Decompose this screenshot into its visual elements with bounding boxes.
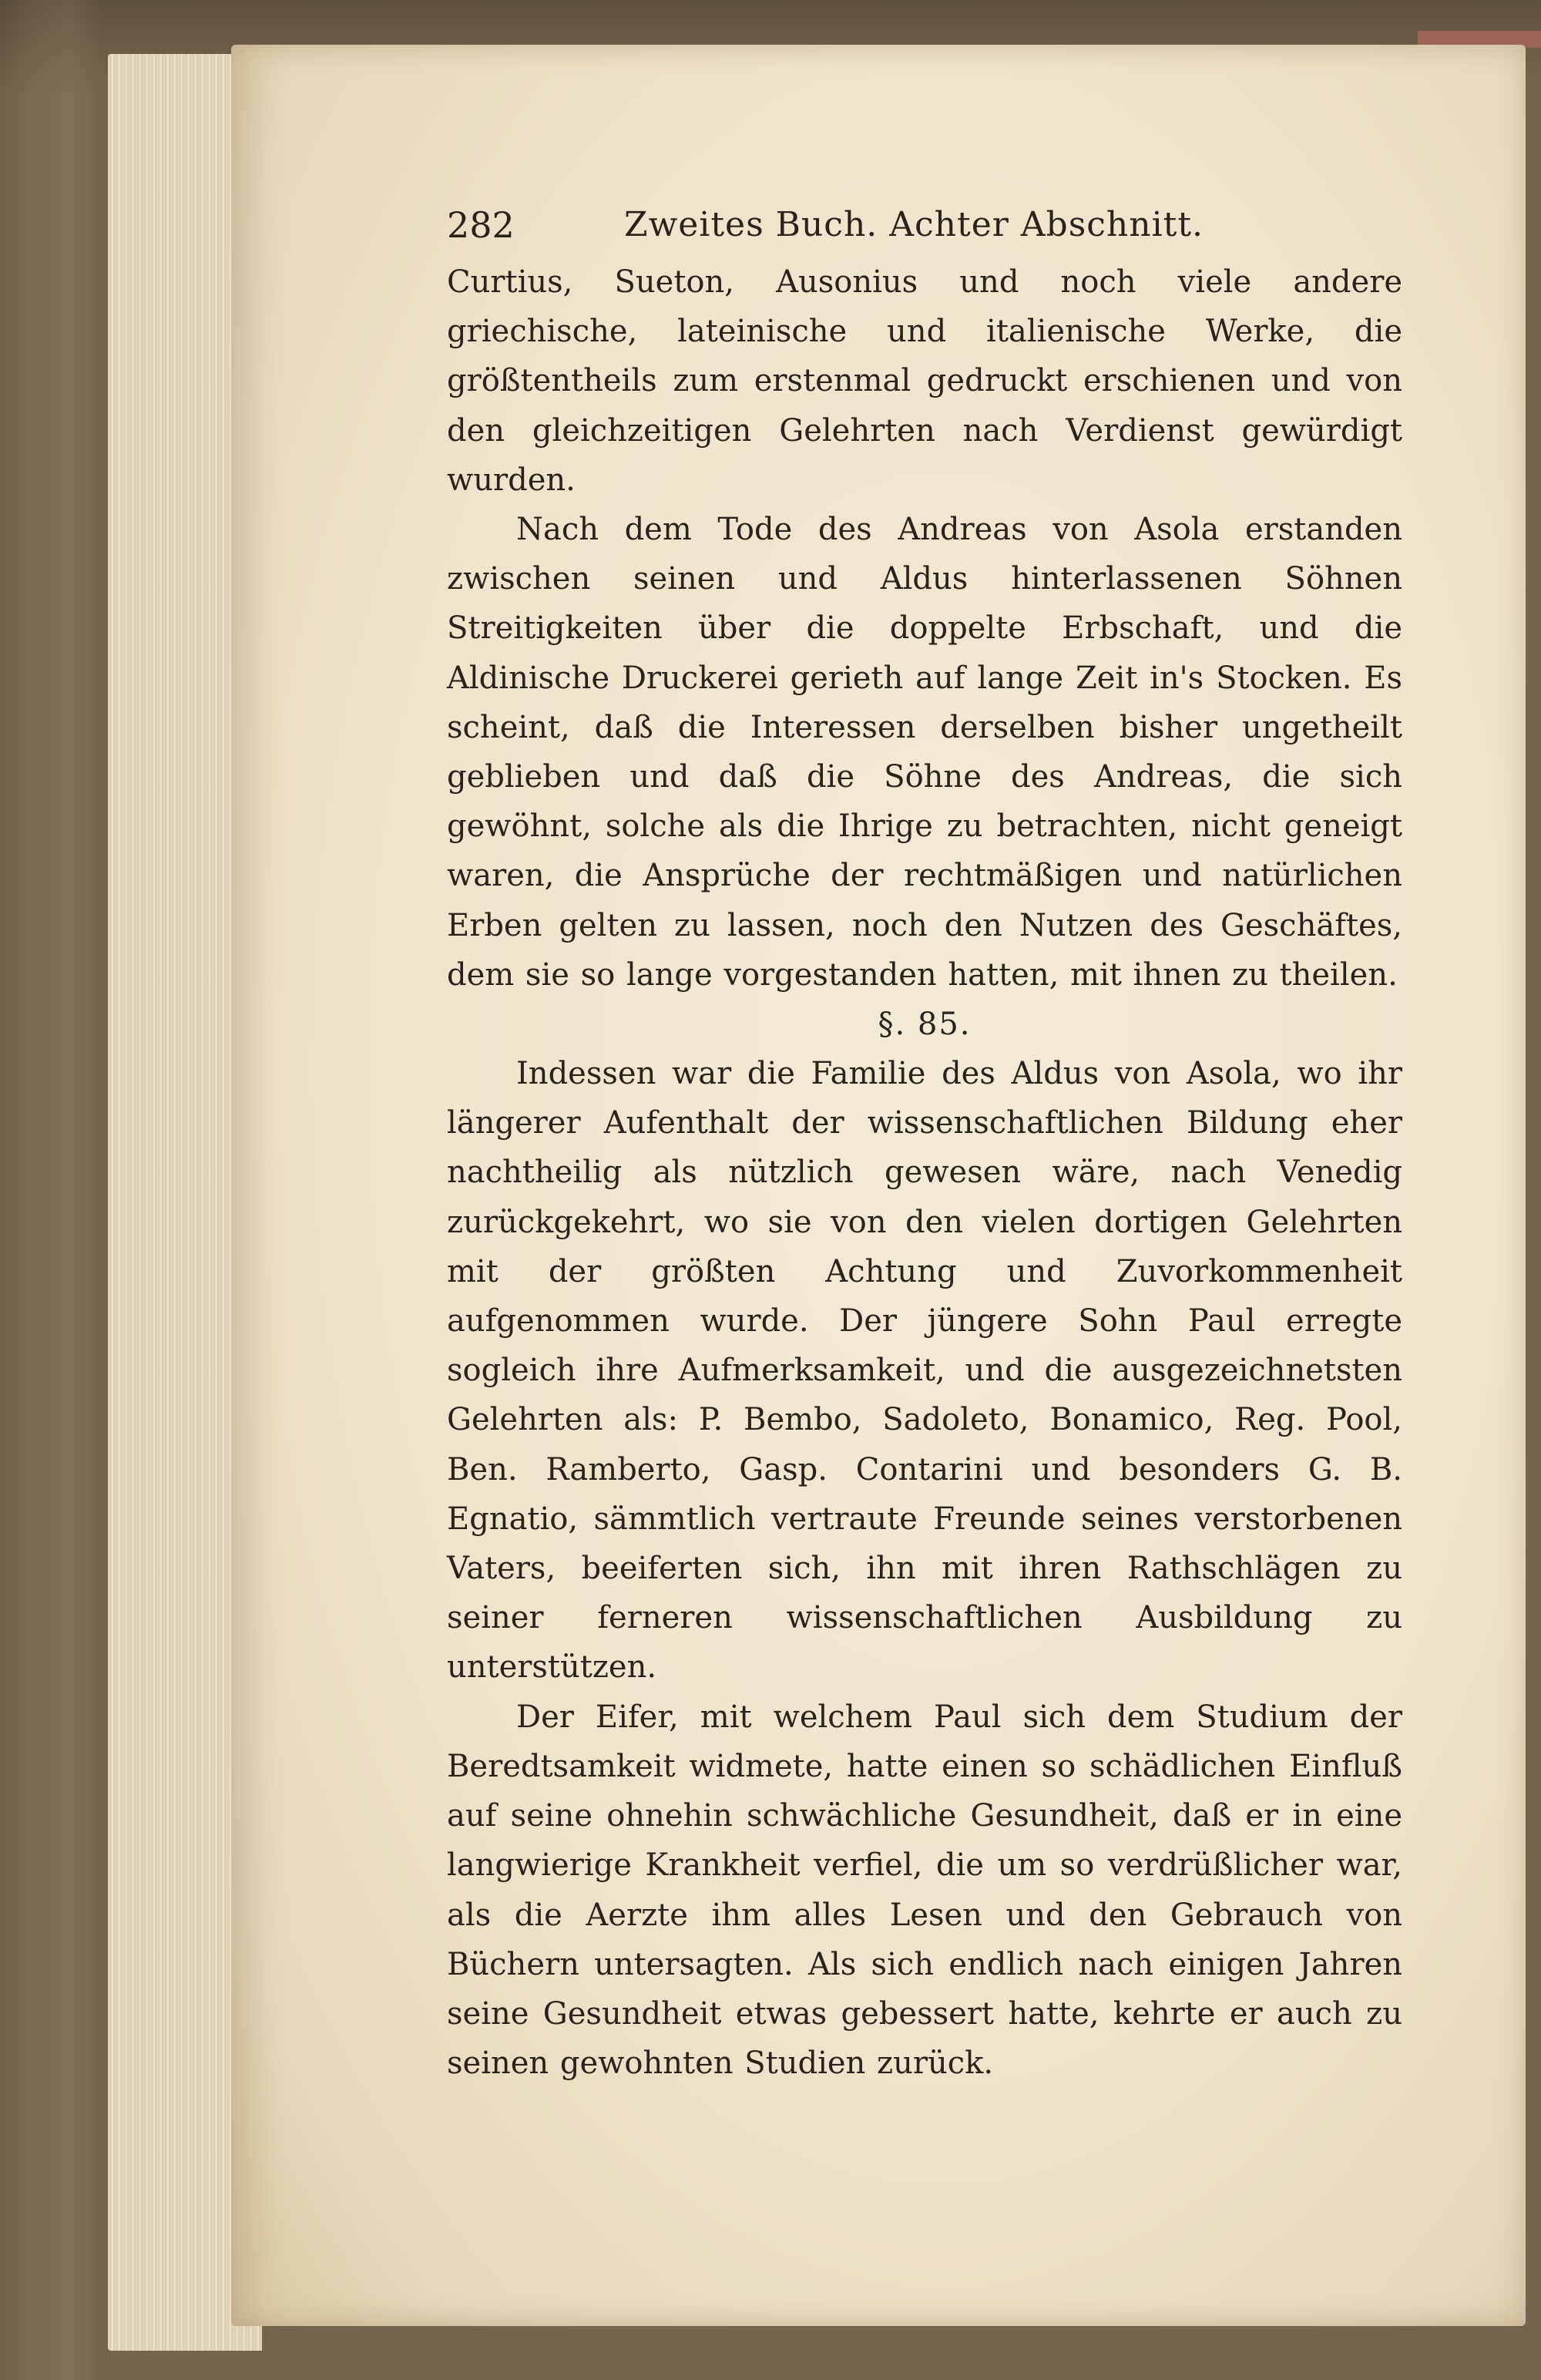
paragraph-1: Curtius, Sueton, Ausonius und noch viele andere griechische, lateinische und italienische Werke, die größtentheils zum erstenmal gedruckt erschienen und von den gleichzeitigen Gelehrten nach Verdienst gewürdigt wurden.: [447, 264, 1402, 498]
paragraph-2: Nach dem Tode des Andreas von Asola erstanden zwischen seinen und Aldus hinterlassenen Söhnen Streitigkeiten über die doppelte Erbschaft, und die Aldinische Druckerei gerieth auf lange Zeit in's Stocken. Es scheint, daß die Interessen derselben bisher ungetheilt geblieben und daß die Söhne des Andreas, die sich gewöhnt, solche als die Ihrige zu betrachten, nicht geneigt waren, die Ansprüche der rechtmäßigen und natürlichen Erben gelten zu lassen, noch den Nutzen des Geschäftes, dem sie so lange vorgestanden hatten, mit ihnen zu theilen.: [447, 512, 1402, 993]
paragraph-4: Der Eifer, mit welchem Paul sich dem Studium der Beredtsamkeit widmete, hatte einen so schädlichen Einfluß auf seine ohnehin schwächliche Gesundheit, daß er in eine langwierige Krankheit verfiel, die um so verdrüßlicher war, als die Aerzte ihm alles Lesen und den Gebrauch von Büchern untersagten. Als sich endlich nach einigen Jahren seine Gesundheit etwas gebessert hatte, kehrte er auch zu seinen gewohnten Studien zurück.: [447, 1699, 1402, 2082]
page-header: [447, 200, 1402, 250]
running-head: Zweites Buch. Achter Abschnitt.: [624, 205, 1204, 244]
page-number: 282: [447, 204, 515, 246]
section-heading: §. 85.: [878, 1007, 972, 1043]
page-text: [447, 200, 1402, 2088]
paragraph-3: Indessen war die Familie des Aldus von Asola, wo ihr längerer Aufenthalt der wissenschaftlichen Bildung eher nachtheilig als nützlich gewesen wäre, nach Venedig zurückgekehrt, wo sie von den vielen dortigen Gelehrten mit der größten Achtung und Zuvorkommenheit aufgenommen wurde. Der jüngere Sohn Paul erregte sogleich ihre Aufmerksamkeit, und die ausgezeichnetsten Gelehrten als: P. Bembo, Sadoleto, Bonamico, Reg. Pool, Ben. Ramberto, Gasp. Contarini und besonders G. B. Egnatio, sämmtlich vertraute Freunde seines verstorbenen Vaters, beeiferten sich, ihn mit ihren Rathschlägen zu seiner ferneren wissenschaftlichen Ausbildung zu unterstützen.: [447, 1056, 1402, 1686]
